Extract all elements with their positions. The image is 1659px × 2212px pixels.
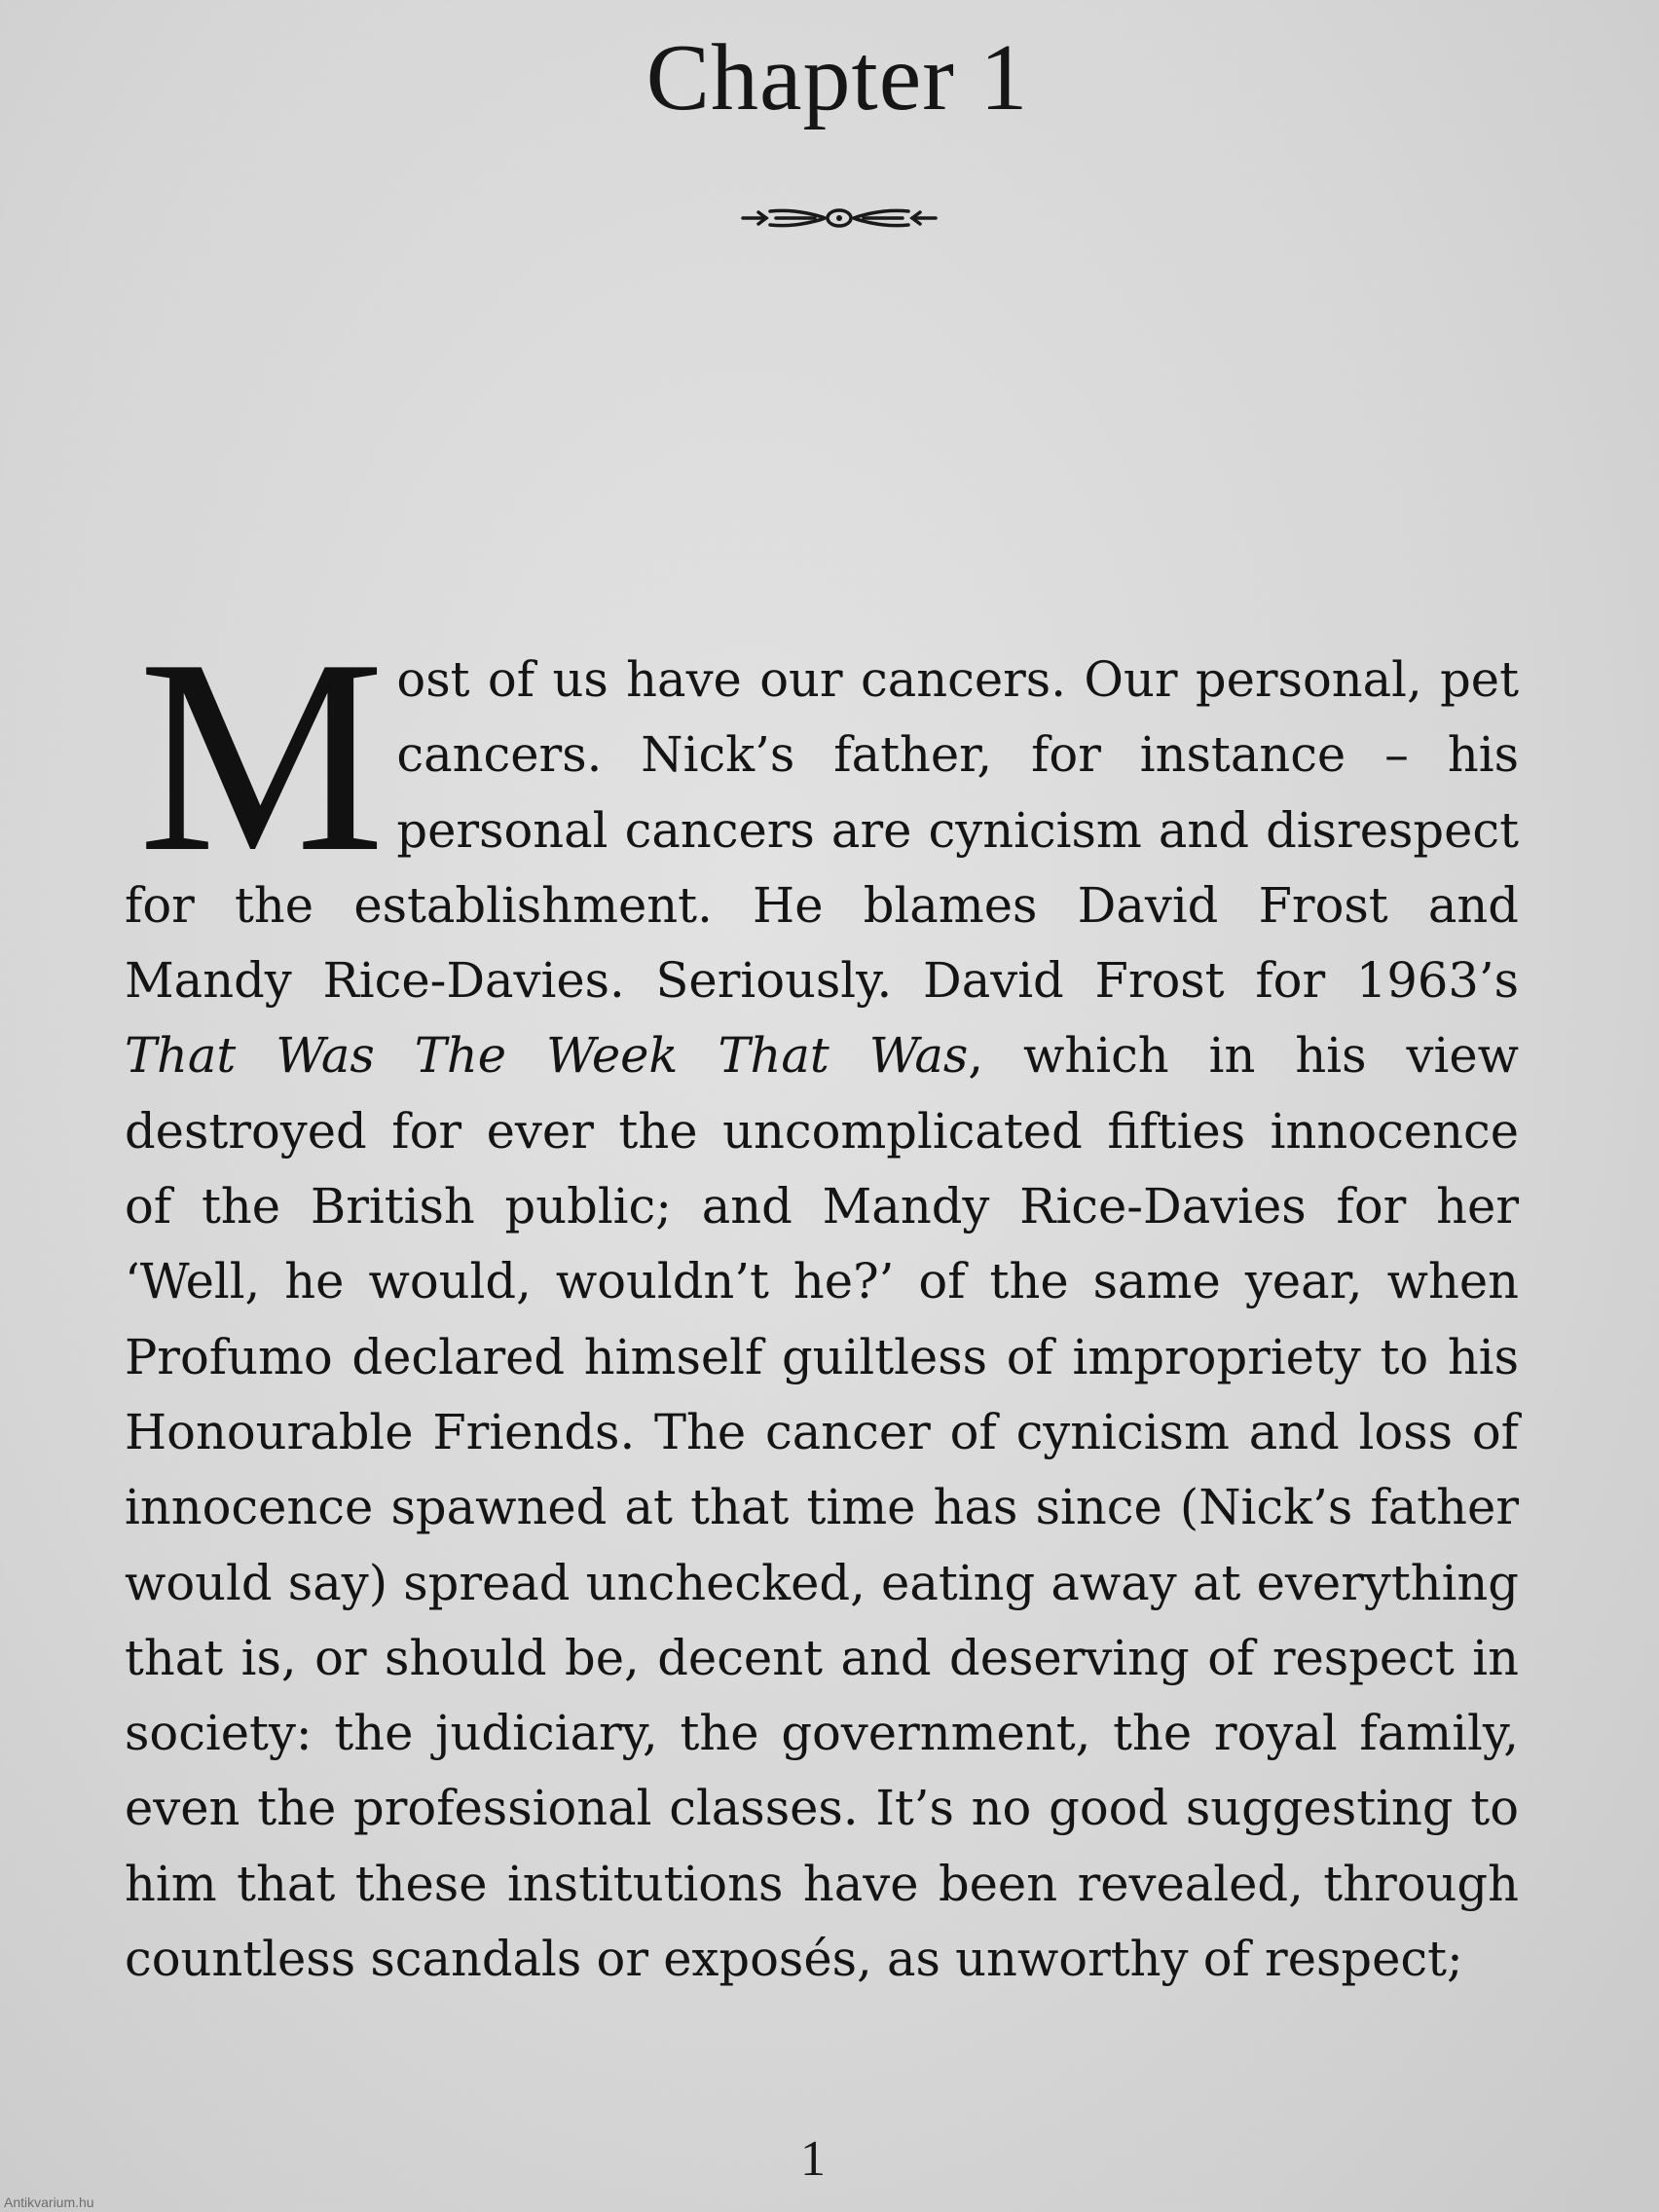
paragraph-rest: , which in his view destroyed for ever the uncomplicated fifties innocence of the British public; and Mandy Rice-Davies for her ‘Well, he would, wouldn’t he?’ of the same year, when Profumo declared himself guiltless of impropriety to his Honourable Friends. The cancer of cynicism and loss of innocence spawned at that time has since (Nick’s father would say) spread unchecked, eating away at everything that is, or should be, decent and deserving of respect in society: the judiciary, the government, the royal family, even the professional classes. It’s no good suggesting to him that these institutions have been revealed, through countless scandals or exposés, as unworthy of respect; — [125, 1027, 1519, 1988]
chapter-body — [125, 602, 1519, 1997]
watermark: Antikvarium.hu — [4, 2194, 94, 2210]
page-number: 1 — [800, 2131, 826, 2187]
paragraph-lead: ost of us have our cancers. Our personal, pet cancers. Nick’s father, for instance – his personal cancers are cynicism and disrespect for the establishment. He blames David Frost and Mandy Rice-Davies. Seriously. David Frost for 1963’s — [125, 651, 1519, 1010]
chapter-title: Chapter 1 — [645, 25, 1029, 130]
italic-show-title: That Was The Week That Was — [125, 1027, 969, 1085]
scroll-ornament-icon — [737, 198, 941, 239]
drop-cap: M — [138, 602, 386, 909]
